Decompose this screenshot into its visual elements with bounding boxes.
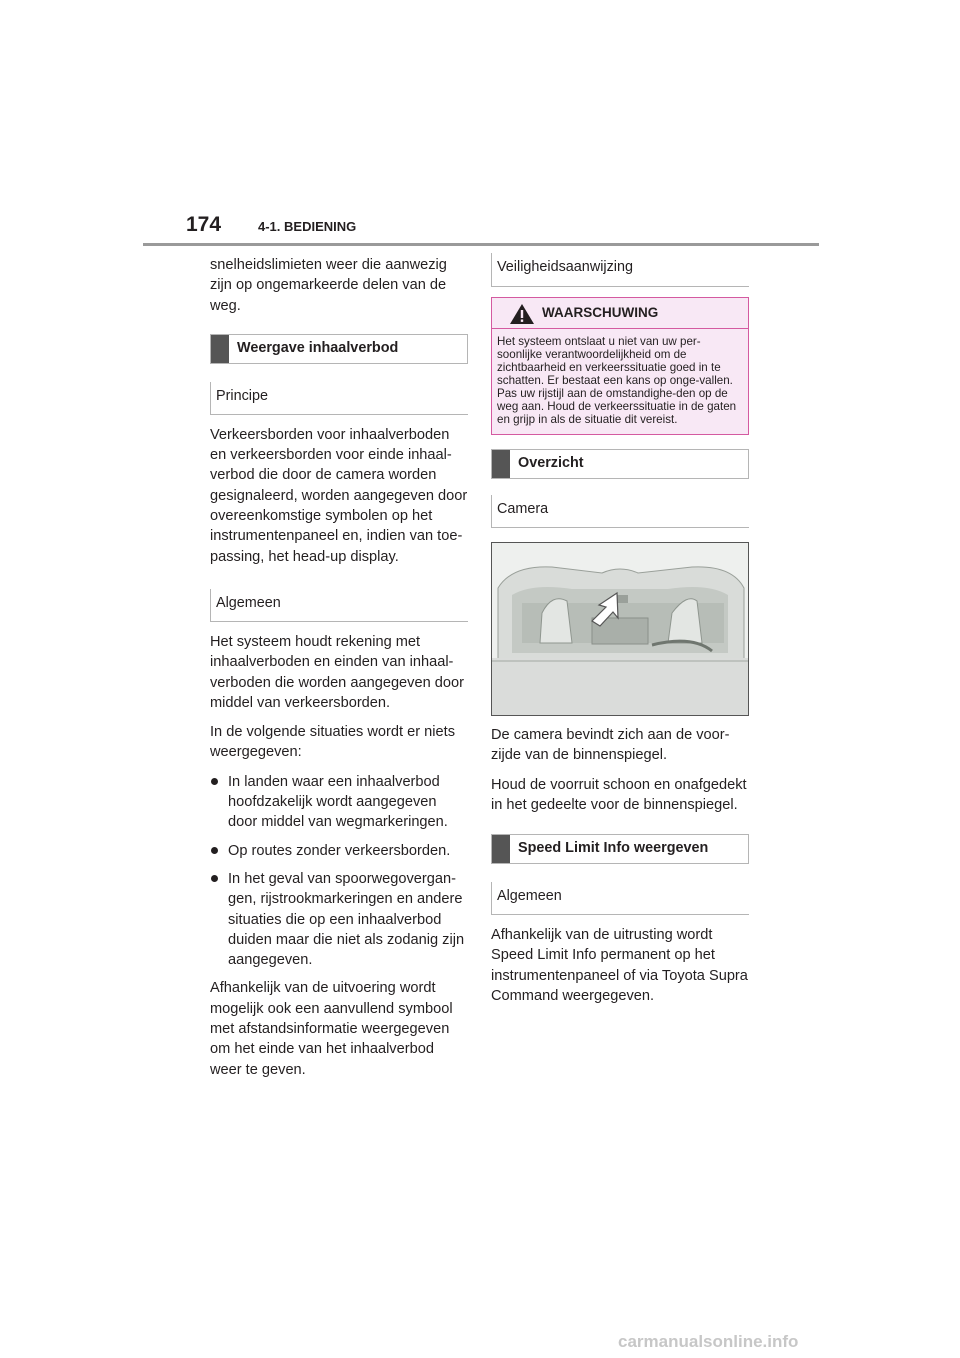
heading-speed-limit-info bbox=[491, 834, 749, 864]
warning-box bbox=[491, 297, 749, 435]
heading-overview bbox=[491, 449, 749, 479]
warning-triangle-icon bbox=[509, 303, 535, 325]
warning-header bbox=[492, 298, 748, 329]
situations-paragraph: In de volgende situaties wordt er niets weergegeven: bbox=[210, 724, 455, 761]
list-item bbox=[210, 772, 468, 833]
heading-text: Overzicht bbox=[518, 455, 584, 471]
list-item-text: Op routes zonder verkeersborden. bbox=[228, 842, 451, 859]
situations-list bbox=[210, 772, 468, 971]
general-paragraph: Het systeem houdt rekening met inhaalverboden en einden van inhaal-verboden die worden aangegeven door middel van verkeersborden. bbox=[210, 633, 464, 711]
list-item bbox=[210, 869, 468, 970]
intro-paragraph: snelheidslimieten weer die aanwezig zijn op ongemarkeerde delen van de weg. bbox=[210, 257, 447, 314]
watermark: carmanualsonline.info bbox=[618, 1332, 799, 1351]
list-item-text: In landen waar een inhaalverbod hoofdzakelijk wordt aangegeven door middel van wegmarkeringen. bbox=[228, 773, 448, 831]
principle-paragraph: Verkeersborden voor inhaalverboden en verkeersborden voor einde inhaal-verbod die door de camera worden gesignaleerd, worden aangegeven door overeenkomstige symbolen op het instrumentenpaneel en, indien van toe-passing, het head-up display. bbox=[210, 426, 468, 565]
subheading-text: Camera bbox=[497, 501, 549, 517]
heading-text: Speed Limit Info weergeven bbox=[518, 840, 709, 857]
list-item bbox=[210, 841, 468, 861]
variant-paragraph: Afhankelijk van de uitvoering wordt mogelijk ook een aanvullend symbool met afstandsinformatie weergegeven om het einde van het inhaalverbod weer te geven. bbox=[210, 980, 453, 1078]
camera-paragraph-2: Houd de voorruit schoon en onafgedekt in het gedeelte voor de binnenspiegel. bbox=[491, 776, 747, 813]
subheading-safety bbox=[491, 253, 749, 287]
heading-bar bbox=[492, 835, 510, 863]
subheading-text: Principe bbox=[216, 387, 268, 404]
subheading-general bbox=[210, 589, 468, 622]
page-number: 174 bbox=[186, 213, 222, 236]
subheading-principle bbox=[210, 382, 468, 415]
speed-limit-info-paragraph: Afhankelijk van de uitrusting wordt Speed Limit Info permanent op het instrumentenpaneel of via Toyota Supra Command weergegeven. bbox=[491, 927, 748, 1005]
camera-paragraph-1: De camera bevindt zich aan de voor-zijde van de binnenspiegel. bbox=[491, 727, 730, 764]
heading-bar bbox=[211, 335, 229, 363]
warning-text: Het systeem ontslaat u niet van uw per-soonlijke verantwoordelijkheid om de zichtbaarheid en verkeerssituatie goed in te schatten. Er bestaat een kans op onge-vallen. Pas uw rijstijl aan de omstandighe-den op de weg aan. Houd de verkeerssituatie in de gaten en grijp in als de situatie dit vereist. bbox=[497, 335, 737, 426]
right-column bbox=[491, 253, 749, 1015]
bullet-icon bbox=[211, 875, 218, 882]
heading-overtaking-display bbox=[210, 334, 468, 364]
heading-text: Weergave inhaalverbod bbox=[237, 339, 399, 356]
header-divider bbox=[143, 243, 819, 246]
list-item-text: In het geval van spoorwegovergan-gen, rijstrookmarkeringen en andere situaties die op een inhaalverbod duiden maar die niet als zodanig zijn aangegeven. bbox=[228, 870, 465, 969]
subheading-text: Algemeen bbox=[216, 594, 281, 611]
camera-location-image bbox=[491, 542, 749, 716]
subheading-camera bbox=[491, 495, 749, 528]
heading-bar bbox=[492, 450, 510, 478]
section-title: 4-1. BEDIENING bbox=[258, 219, 357, 234]
subheading-general-sli bbox=[491, 882, 749, 915]
subheading-text: Algemeen bbox=[497, 888, 562, 905]
left-column bbox=[210, 255, 468, 1089]
warning-title: WAARSCHUWING bbox=[542, 305, 659, 320]
subheading-text: Veiligheidsaanwijzing bbox=[497, 259, 634, 275]
car-interior-illustration bbox=[492, 543, 748, 715]
bullet-icon bbox=[211, 778, 218, 785]
bullet-icon bbox=[211, 847, 218, 854]
